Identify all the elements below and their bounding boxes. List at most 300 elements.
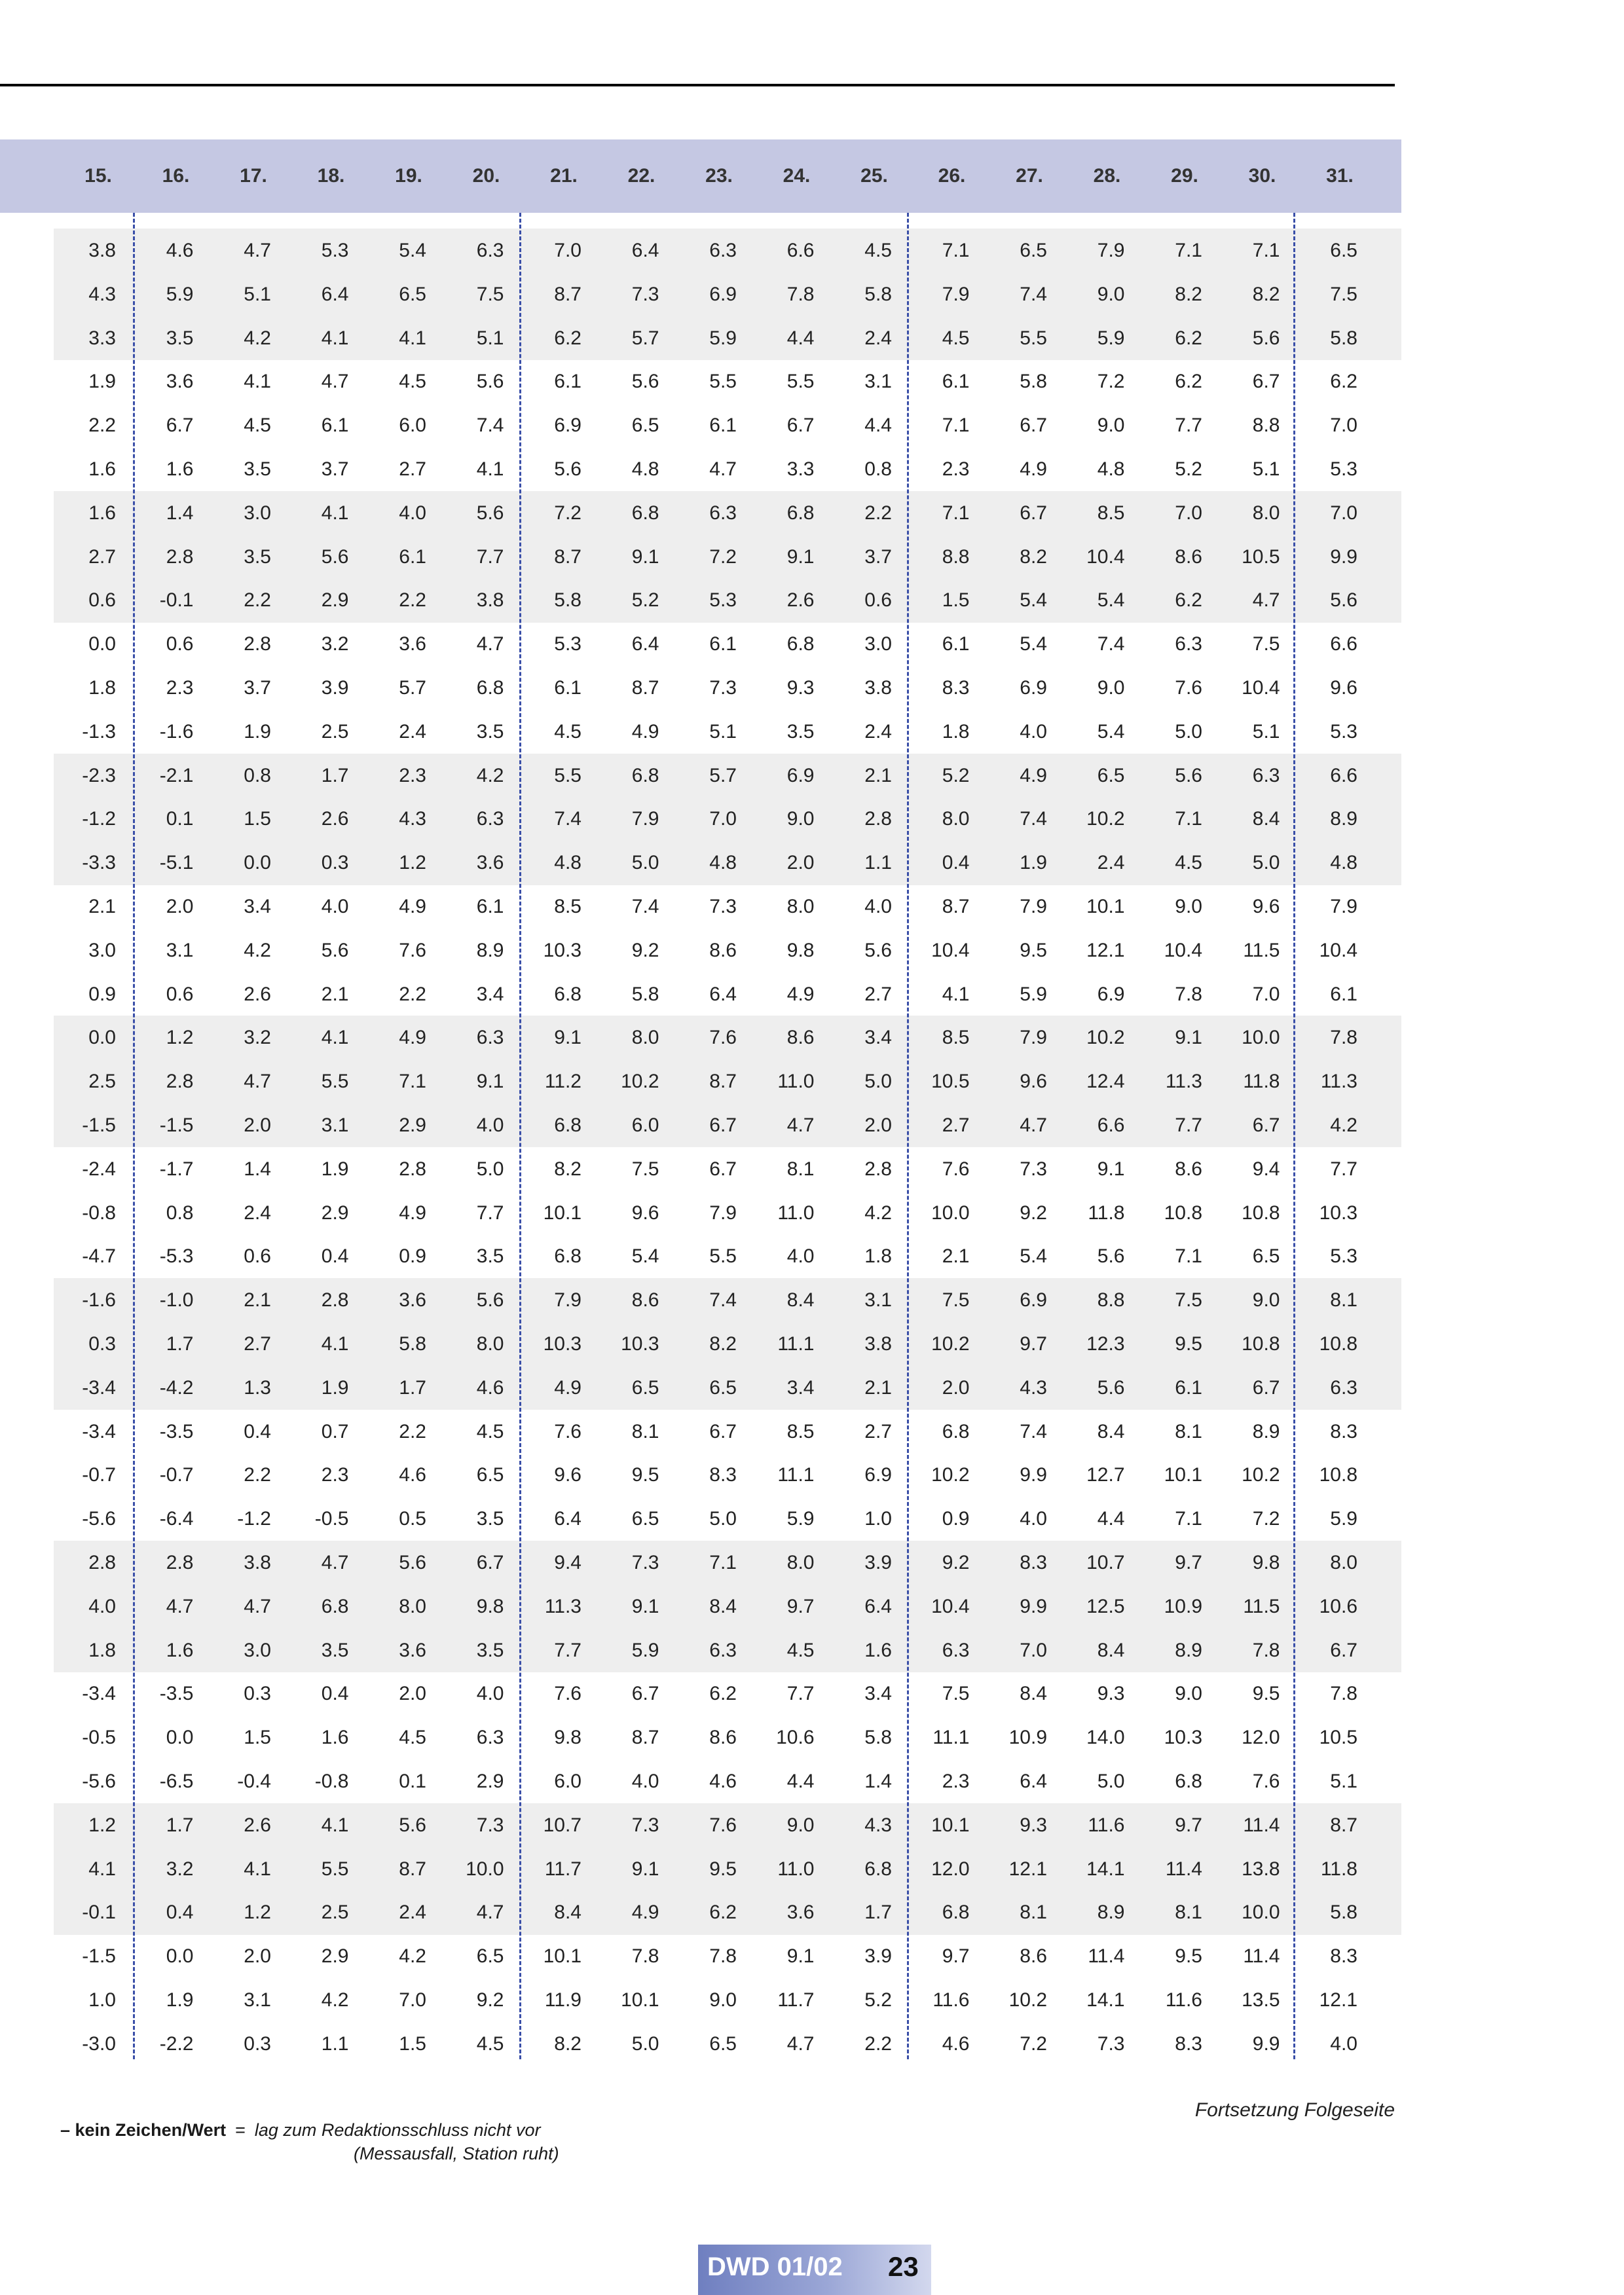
table-cell: 9.5 bbox=[709, 1858, 737, 1880]
table-cell: 5.5 bbox=[709, 1245, 737, 1268]
table-cell: 7.0 bbox=[1252, 983, 1280, 1005]
table-cell: 5.9 bbox=[1020, 983, 1047, 1005]
table-cell: 7.7 bbox=[554, 1639, 581, 1661]
table-cell: 4.5 bbox=[554, 720, 581, 743]
table-cell: -0.1 bbox=[82, 1901, 116, 1924]
table-cell: 2.8 bbox=[88, 1552, 116, 1573]
table-cell: 8.7 bbox=[399, 1858, 426, 1880]
table-cell: 8.7 bbox=[942, 896, 970, 917]
table-cell: 2.2 bbox=[864, 502, 892, 524]
table-cell: 4.8 bbox=[709, 852, 737, 874]
table-cell: 7.2 bbox=[554, 502, 581, 524]
table-cell: 4.1 bbox=[942, 983, 970, 1005]
table-cell: 2.1 bbox=[942, 1245, 970, 1268]
table-cell: 7.1 bbox=[709, 1552, 737, 1573]
table-cell: 11.3 bbox=[1165, 1071, 1202, 1093]
table-cell: 10.2 bbox=[621, 1071, 659, 1093]
table-cell: 1.6 bbox=[88, 502, 116, 524]
table-cell: 3.5 bbox=[476, 720, 504, 743]
table-cell: 6.7 bbox=[1020, 414, 1047, 437]
table-cell: 6.8 bbox=[631, 502, 659, 524]
table-cell: 4.4 bbox=[864, 414, 892, 437]
table-cell: 11.6 bbox=[1088, 1814, 1125, 1836]
table-cell: 6.7 bbox=[476, 1552, 504, 1573]
table-cell: 9.7 bbox=[1175, 1552, 1202, 1573]
table-cell: 2.3 bbox=[166, 677, 194, 699]
table-cell: 4.6 bbox=[942, 2032, 970, 2055]
table-cell: 7.8 bbox=[631, 1945, 659, 1968]
day-header: 22. bbox=[627, 165, 655, 187]
table-cell: 6.1 bbox=[554, 371, 581, 393]
table-cell: 3.6 bbox=[166, 371, 194, 393]
table-cell: 2.0 bbox=[244, 1945, 271, 1968]
table-cell: 9.0 bbox=[1252, 1289, 1280, 1312]
table-cell: 10.2 bbox=[931, 1333, 970, 1355]
table-cell: 6.9 bbox=[864, 1464, 892, 1486]
table-cell: 10.1 bbox=[543, 1202, 581, 1224]
table-cell: 3.4 bbox=[786, 1376, 815, 1399]
table-cell: -1.7 bbox=[159, 1158, 194, 1180]
table-cell: 12.1 bbox=[1319, 1989, 1357, 2011]
table-cell: -1.5 bbox=[82, 1945, 116, 1968]
table-cell: 1.6 bbox=[166, 1639, 194, 1661]
table-cell: 3.1 bbox=[864, 1289, 892, 1312]
table-cell: 1.9 bbox=[321, 1158, 349, 1180]
table-cell: 11.9 bbox=[544, 1989, 581, 2011]
table-cell: 9.8 bbox=[476, 1595, 504, 1617]
table-cell: 8.3 bbox=[942, 677, 970, 699]
table-cell: 7.2 bbox=[1252, 1508, 1280, 1530]
table-cell: 6.8 bbox=[554, 1114, 581, 1136]
table-cell: 7.2 bbox=[1020, 2032, 1047, 2055]
table-cell: 8.9 bbox=[1252, 1420, 1280, 1442]
table-cell: 9.8 bbox=[554, 1727, 581, 1749]
table-cell: 4.7 bbox=[244, 240, 271, 261]
table-cell: 9.7 bbox=[786, 1595, 815, 1617]
table-cell: 1.8 bbox=[88, 1639, 116, 1661]
table-cell: 6.1 bbox=[476, 896, 504, 917]
table-cell: 2.0 bbox=[864, 1114, 892, 1136]
table-cell: 7.0 bbox=[1175, 502, 1202, 524]
table-cell: 9.5 bbox=[1175, 1945, 1202, 1968]
table-cell: 7.7 bbox=[476, 545, 504, 568]
table-cell: 4.4 bbox=[786, 327, 815, 349]
table-cell: 10.4 bbox=[1242, 677, 1280, 699]
table-cell: 3.5 bbox=[476, 1508, 504, 1530]
table-cell: 4.4 bbox=[786, 1771, 815, 1792]
table-cell: 5.6 bbox=[321, 939, 349, 961]
table-cell: 4.8 bbox=[631, 458, 659, 480]
table-cell: 12.4 bbox=[1086, 1071, 1125, 1093]
table-cell: 3.8 bbox=[244, 1552, 271, 1573]
table-cell: 4.1 bbox=[321, 502, 349, 524]
table-cell: 11.6 bbox=[932, 1989, 970, 2011]
table-cell: 8.9 bbox=[476, 939, 504, 961]
table-cell: 10.1 bbox=[931, 1814, 970, 1836]
table-cell: 5.0 bbox=[709, 1508, 737, 1530]
table-cell: 7.3 bbox=[631, 1814, 659, 1836]
table-cell: 0.0 bbox=[166, 1727, 194, 1749]
table-cell: 0.4 bbox=[321, 1245, 349, 1268]
table-cell: 5.0 bbox=[1097, 1771, 1125, 1792]
table-cell: 5.0 bbox=[631, 2032, 659, 2055]
table-cell: 1.9 bbox=[321, 1376, 349, 1399]
table-cell: 9.1 bbox=[631, 1858, 659, 1880]
table-cell: 6.7 bbox=[631, 1683, 659, 1705]
table-cell: 1.5 bbox=[244, 808, 271, 830]
table-cell: 10.2 bbox=[1242, 1464, 1280, 1486]
table-cell: 5.4 bbox=[1020, 1245, 1047, 1268]
table-cell: 4.7 bbox=[476, 1901, 504, 1924]
table-cell: 6.7 bbox=[709, 1158, 737, 1180]
table-cell: 5.1 bbox=[709, 720, 737, 743]
table-cell: 0.6 bbox=[864, 589, 892, 612]
table-cell: 12.7 bbox=[1086, 1464, 1125, 1486]
table-cell: 7.8 bbox=[786, 283, 815, 305]
table-cell: 4.4 bbox=[1097, 1508, 1125, 1530]
table-cell: 4.0 bbox=[1020, 720, 1047, 743]
table-cell: -1.2 bbox=[237, 1508, 271, 1530]
table-cell: 0.9 bbox=[88, 983, 116, 1005]
table-cell: 6.8 bbox=[554, 1245, 581, 1268]
table-cell: 6.9 bbox=[1020, 1289, 1047, 1312]
table-cell: 10.6 bbox=[1319, 1595, 1357, 1617]
table-cell: 7.9 bbox=[942, 283, 970, 305]
table-cell: 4.9 bbox=[1020, 458, 1047, 480]
table-cell: 7.0 bbox=[709, 808, 737, 830]
table-cell: 2.9 bbox=[321, 1202, 349, 1224]
table-cell: 8.0 bbox=[786, 896, 815, 917]
table-cell: 8.6 bbox=[1020, 1945, 1047, 1968]
table-cell: 9.9 bbox=[1020, 1464, 1047, 1486]
table-cell: 11.2 bbox=[544, 1071, 581, 1093]
table-cell: 8.1 bbox=[1020, 1901, 1047, 1924]
table-cell: 4.1 bbox=[321, 327, 349, 349]
day-header: 25. bbox=[860, 165, 888, 187]
table-cell: 7.9 bbox=[709, 1202, 737, 1224]
table-cell: 1.1 bbox=[864, 852, 892, 874]
table-cell: 6.8 bbox=[786, 633, 815, 655]
table-cell: -3.4 bbox=[82, 1683, 116, 1705]
table-cell: 6.4 bbox=[631, 633, 659, 655]
table-cell: 6.6 bbox=[1330, 633, 1357, 655]
table-cell: 3.8 bbox=[476, 589, 504, 612]
table-cell: 7.9 bbox=[1020, 1027, 1047, 1049]
table-cell: 1.0 bbox=[864, 1508, 892, 1530]
table-cell: 1.2 bbox=[399, 852, 426, 874]
table-cell: 7.7 bbox=[1330, 1158, 1357, 1180]
table-cell: 9.0 bbox=[709, 1989, 737, 2011]
table-cell: 4.5 bbox=[1175, 852, 1202, 874]
table-cell: 10.8 bbox=[1319, 1464, 1357, 1486]
table-cell: 1.4 bbox=[244, 1158, 271, 1180]
table-cell: 10.8 bbox=[1164, 1202, 1202, 1224]
table-cell: 9.7 bbox=[1020, 1333, 1047, 1355]
table-cell: 2.2 bbox=[399, 589, 426, 612]
table-cell: -3.4 bbox=[82, 1420, 116, 1442]
table-cell: 3.7 bbox=[321, 458, 349, 480]
table-cell: -3.5 bbox=[159, 1683, 194, 1705]
table-cell: 2.3 bbox=[942, 1771, 970, 1792]
day-header: 17. bbox=[240, 165, 267, 187]
table-cell: 11.4 bbox=[1088, 1945, 1125, 1968]
table-cell: 2.0 bbox=[166, 896, 194, 917]
table-cell: 3.3 bbox=[786, 458, 815, 480]
table-cell: 10.4 bbox=[1164, 939, 1202, 961]
table-cell: 5.2 bbox=[864, 1989, 892, 2011]
table-cell: 6.4 bbox=[321, 283, 349, 305]
table-cell: 8.4 bbox=[1252, 808, 1280, 830]
table-cell: 2.7 bbox=[244, 1333, 271, 1355]
table-cell: -3.0 bbox=[82, 2032, 116, 2055]
table-cell: 7.2 bbox=[1097, 371, 1125, 393]
table-cell: 7.1 bbox=[942, 240, 970, 261]
table-cell: 0.5 bbox=[399, 1508, 426, 1530]
table-cell: 9.4 bbox=[1252, 1158, 1280, 1180]
table-cell: 5.4 bbox=[631, 1245, 659, 1268]
table-cell: 11.8 bbox=[1243, 1071, 1280, 1093]
table-cell: 1.7 bbox=[166, 1814, 194, 1836]
table-cell: -0.5 bbox=[82, 1727, 116, 1749]
table-cell: 5.6 bbox=[476, 502, 504, 524]
table-cell: 10.3 bbox=[621, 1333, 659, 1355]
table-cell: 7.6 bbox=[554, 1683, 581, 1705]
table-cell: 2.9 bbox=[321, 1945, 349, 1968]
table-cell: 9.0 bbox=[786, 808, 815, 830]
table-cell: 4.7 bbox=[244, 1071, 271, 1093]
table-cell: 11.3 bbox=[1320, 1071, 1357, 1093]
table-cell: 4.0 bbox=[1020, 1508, 1047, 1530]
table-cell: -1.5 bbox=[82, 1114, 116, 1136]
table-cell: 3.5 bbox=[321, 1639, 349, 1661]
table-cell: -3.3 bbox=[82, 852, 116, 874]
table-cell: 4.9 bbox=[631, 720, 659, 743]
legend-desc: lag zum Redaktionsschluss nicht vor bbox=[254, 2120, 541, 2140]
table-cell: 0.0 bbox=[244, 852, 271, 874]
table-cell: 2.8 bbox=[321, 1289, 349, 1312]
table-cell: 8.5 bbox=[1097, 502, 1125, 524]
table-cell: 1.7 bbox=[166, 1333, 194, 1355]
table-cell: 4.7 bbox=[321, 371, 349, 393]
table-cell: 5.8 bbox=[864, 283, 892, 305]
table-cell: 9.6 bbox=[1020, 1071, 1047, 1093]
table-cell: 4.5 bbox=[399, 371, 426, 393]
table-cell: 2.8 bbox=[166, 545, 194, 568]
table-cell: 4.1 bbox=[88, 1858, 116, 1880]
table-cell: 0.4 bbox=[942, 852, 970, 874]
table-cell: 1.8 bbox=[942, 720, 970, 743]
table-cell: 8.3 bbox=[709, 1464, 737, 1486]
table-cell: 9.6 bbox=[631, 1202, 659, 1224]
table-cell: 5.3 bbox=[709, 589, 737, 612]
table-cell: 2.8 bbox=[244, 633, 271, 655]
table-cell: 6.8 bbox=[864, 1858, 892, 1880]
table-cell: 8.4 bbox=[1020, 1683, 1047, 1705]
table-cell: 4.6 bbox=[709, 1771, 737, 1792]
table-cell: -1.5 bbox=[159, 1114, 194, 1136]
day-header: 24. bbox=[783, 165, 811, 187]
table-cell: 5.0 bbox=[864, 1071, 892, 1093]
table-cell: 2.8 bbox=[166, 1552, 194, 1573]
table-cell: 4.1 bbox=[476, 458, 504, 480]
day-header: 31. bbox=[1326, 165, 1354, 187]
footer-issue: DWD 01/02 bbox=[707, 2252, 843, 2281]
table-cell: 0.0 bbox=[166, 1945, 194, 1968]
table-cell: 3.0 bbox=[244, 1639, 271, 1661]
table-cell: 7.0 bbox=[1330, 414, 1357, 437]
table-cell: 6.3 bbox=[476, 1027, 504, 1049]
table-cell: 3.1 bbox=[244, 1989, 271, 2011]
table-cell: 4.6 bbox=[399, 1464, 426, 1486]
table-cell: 7.6 bbox=[942, 1158, 970, 1180]
table-cell: 9.0 bbox=[1097, 283, 1125, 305]
table-cell: 8.8 bbox=[942, 545, 970, 568]
table-cell: 2.4 bbox=[399, 1901, 426, 1924]
table-cell: 9.0 bbox=[1175, 896, 1202, 917]
table-cell: 5.6 bbox=[1330, 589, 1357, 612]
table-cell: 6.1 bbox=[709, 414, 737, 437]
table-cell: 5.5 bbox=[786, 371, 815, 393]
table-cell: 7.9 bbox=[554, 1289, 581, 1312]
table-cell: 4.5 bbox=[786, 1639, 815, 1661]
table-cell: 7.5 bbox=[476, 283, 504, 305]
table-cell: 11.0 bbox=[777, 1071, 815, 1093]
table-cell: 3.6 bbox=[476, 852, 504, 874]
table-cell: 2.7 bbox=[864, 1420, 892, 1442]
table-cell: 7.1 bbox=[1252, 240, 1280, 261]
table-cell: 9.9 bbox=[1330, 545, 1357, 568]
table-cell: -0.8 bbox=[314, 1771, 349, 1792]
table-cell: 9.5 bbox=[1252, 1683, 1280, 1705]
table-cell: 5.0 bbox=[1175, 720, 1202, 743]
table-cell: -6.5 bbox=[159, 1771, 194, 1792]
table-cell: 8.6 bbox=[709, 939, 737, 961]
table-cell: 11.4 bbox=[1243, 1814, 1280, 1836]
table-cell: 11.0 bbox=[777, 1202, 815, 1224]
table-cell: 3.0 bbox=[244, 502, 271, 524]
table-cell: 9.3 bbox=[786, 677, 815, 699]
table-cell: 0.4 bbox=[244, 1420, 271, 1442]
table-cell: 2.3 bbox=[321, 1464, 349, 1486]
table-cell: 1.8 bbox=[864, 1245, 892, 1268]
table-cell: 4.0 bbox=[786, 1245, 815, 1268]
table-cell: 6.7 bbox=[166, 414, 194, 437]
table-cell: 3.2 bbox=[321, 633, 349, 655]
table-cell: 2.2 bbox=[399, 1420, 426, 1442]
table-cell: 8.1 bbox=[1330, 1289, 1357, 1312]
table-cell: 1.6 bbox=[88, 458, 116, 480]
table-cell: 6.5 bbox=[631, 1376, 659, 1399]
table-cell: 6.9 bbox=[1020, 677, 1047, 699]
table-cell: 6.4 bbox=[864, 1595, 892, 1617]
table-cell: 0.0 bbox=[88, 1027, 116, 1049]
table-cell: 5.4 bbox=[1020, 633, 1047, 655]
table-cell: 6.8 bbox=[554, 983, 581, 1005]
table-cell: -1.3 bbox=[82, 720, 116, 743]
table-cell: 3.1 bbox=[166, 939, 194, 961]
table-cell: 6.1 bbox=[709, 633, 737, 655]
table-cell: 4.1 bbox=[321, 1333, 349, 1355]
table-cell: 6.2 bbox=[1175, 327, 1202, 349]
table-cell: 11.1 bbox=[932, 1727, 970, 1749]
table-cell: 7.7 bbox=[476, 1202, 504, 1224]
table-cell: 8.1 bbox=[631, 1420, 659, 1442]
table-cell: 5.1 bbox=[1252, 458, 1280, 480]
table-cell: 1.2 bbox=[88, 1814, 116, 1836]
table-cell: 6.4 bbox=[631, 240, 659, 261]
table-cell: 10.3 bbox=[543, 939, 581, 961]
day-header: 26. bbox=[938, 165, 966, 187]
table-cell: 6.8 bbox=[631, 764, 659, 786]
table-cell: 4.2 bbox=[1330, 1114, 1357, 1136]
table-cell: 8.0 bbox=[476, 1333, 504, 1355]
table-cell: 6.7 bbox=[1330, 1639, 1357, 1661]
table-cell: 3.0 bbox=[864, 633, 892, 655]
table-cell: 9.1 bbox=[786, 545, 815, 568]
table-cell: 5.9 bbox=[631, 1639, 659, 1661]
table-cell: -0.1 bbox=[159, 589, 194, 612]
table-cell: 6.9 bbox=[709, 283, 737, 305]
table-cell: 8.5 bbox=[786, 1420, 815, 1442]
table-cell: 4.2 bbox=[864, 1202, 892, 1224]
table-cell: 4.0 bbox=[864, 896, 892, 917]
table-cell: 3.6 bbox=[399, 1289, 426, 1312]
table-cell: 4.2 bbox=[399, 1945, 426, 1968]
table-cell: 7.0 bbox=[1020, 1639, 1047, 1661]
table-cell: 2.9 bbox=[399, 1114, 426, 1136]
table-cell: 6.5 bbox=[709, 1376, 737, 1399]
table-cell: 6.5 bbox=[1330, 240, 1357, 261]
table-cell: 8.8 bbox=[1252, 414, 1280, 437]
table-cell: 6.1 bbox=[1175, 1376, 1202, 1399]
table-cell: 6.3 bbox=[709, 1639, 737, 1661]
table-cell: 4.9 bbox=[786, 983, 815, 1005]
table-cell: 3.2 bbox=[244, 1027, 271, 1049]
table-cell: 6.4 bbox=[709, 983, 737, 1005]
table-cell: 4.5 bbox=[399, 1727, 426, 1749]
table-cell: 0.9 bbox=[942, 1508, 970, 1530]
table-cell: -0.7 bbox=[159, 1464, 194, 1486]
table-cell: 9.5 bbox=[631, 1464, 659, 1486]
table-cell: 2.0 bbox=[399, 1683, 426, 1705]
table-cell: 3.9 bbox=[864, 1552, 892, 1573]
table-cell: 5.5 bbox=[554, 764, 581, 786]
table-cell: 5.8 bbox=[399, 1333, 426, 1355]
table-cell: 8.6 bbox=[631, 1289, 659, 1312]
table-cell: 11.6 bbox=[1165, 1989, 1202, 2011]
table-cell: 9.8 bbox=[1252, 1552, 1280, 1573]
table-cell: 4.7 bbox=[1020, 1114, 1047, 1136]
table-cell: 10.4 bbox=[1086, 545, 1125, 568]
table-cell: 8.1 bbox=[1175, 1901, 1202, 1924]
table-cell: 9.0 bbox=[1097, 677, 1125, 699]
table-cell: 5.6 bbox=[321, 545, 349, 568]
table-cell: 5.4 bbox=[1020, 589, 1047, 612]
table-cell: 6.1 bbox=[1330, 983, 1357, 1005]
table-cell: 9.9 bbox=[1020, 1595, 1047, 1617]
table-cell: 1.1 bbox=[321, 2032, 349, 2055]
table-cell: 14.1 bbox=[1086, 1858, 1125, 1880]
table-cell: 6.7 bbox=[1252, 1114, 1280, 1136]
table-cell: 12.0 bbox=[931, 1858, 970, 1880]
table-cell: 6.7 bbox=[786, 414, 815, 437]
table-cell: 2.4 bbox=[399, 720, 426, 743]
table-cell: 4.9 bbox=[399, 896, 426, 917]
table-cell: 7.6 bbox=[554, 1420, 581, 1442]
table-cell: 10.1 bbox=[543, 1945, 581, 1968]
table-cell: 4.9 bbox=[554, 1376, 581, 1399]
table-cell: 10.0 bbox=[1242, 1027, 1280, 1049]
